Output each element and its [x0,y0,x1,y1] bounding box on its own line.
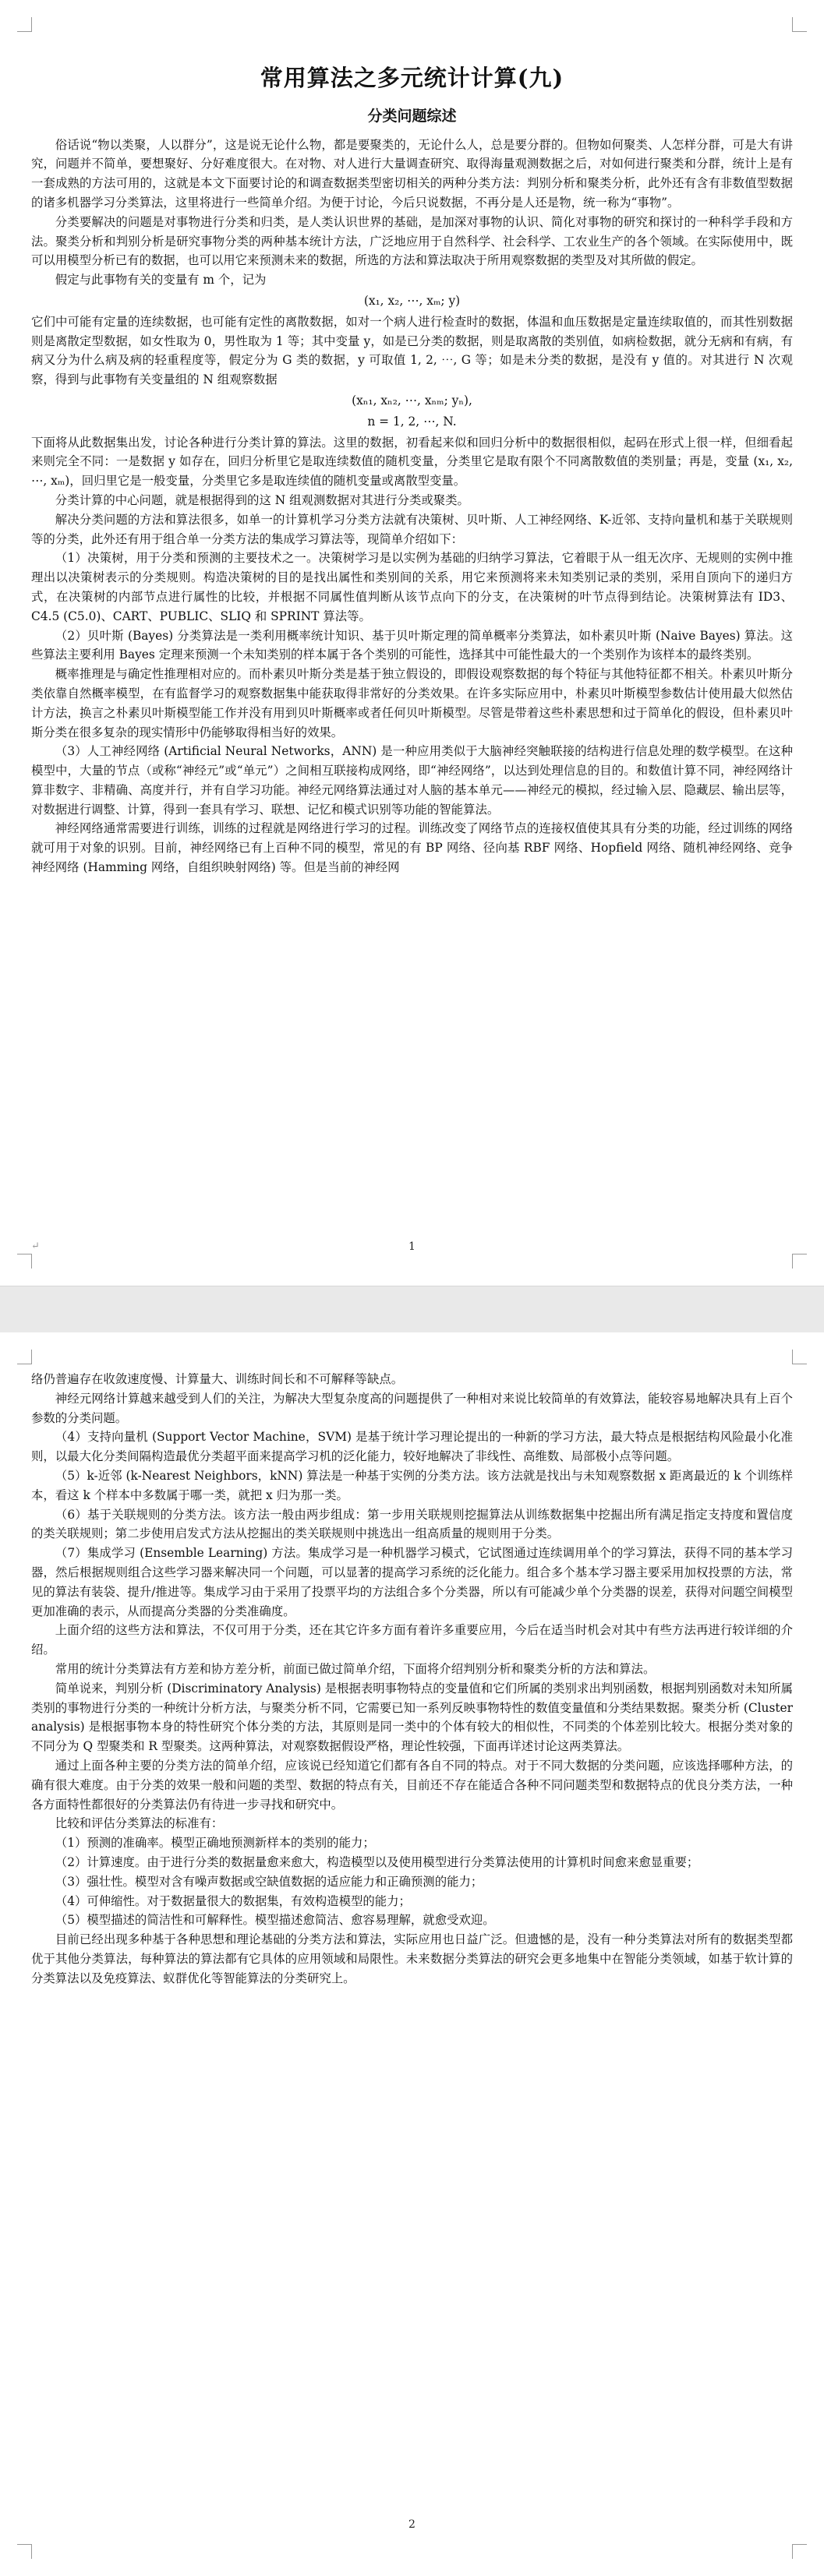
paragraph[interactable]: 下面将从此数据集出发，讨论各种进行分类计算的算法。这里的数据，初看起来似和回归分析中的数据很相似，起码在形式上很一样，但细看起来则完全不同：一是数据 y 如存在，回归分析里它是取连续数值的随机变量，分类里它是取有限个不同离散数值的类别量；再是，变量 (x₁, x₂, ⋯, xₘ)，回归里它是一般变量，分类里它多是取连续值的随机变量或离散型变量。 [31,435,793,489]
paragraph[interactable]: （2）贝叶斯 (Bayes) 分类算法是一类利用概率统计知识、基于贝叶斯定理的简单概率分类算法，如朴素贝叶斯 (Naive Bayes) 算法。这些算法主要利用 Bayes 定理来预测一个未知类别的样本属于各个类别的可能性，选择其中可能性最大的一个类别作为该样本的最终类别。 [31,628,793,662]
page-number: 2 [408,2518,416,2531]
page-corner-mark [792,1254,807,1269]
page-corner-mark [17,2544,32,2559]
criteria-item[interactable]: （1）预测的准确率。模型正确地预测新样本的类别的能力； [55,1836,375,1851]
paragraph[interactable]: 目前已经出现多种基于各种思想和理论基础的分类方法和算法，实际应用也日益广泛。但遗憾的是，没有一种分类算法对所有的数据类型都优于其他分类算法，每种算法的算法都有它具体的应用领域和局限性。未来数据分类算法的研究会更多地集中在智能分类领域，如基于软计算的分类算法以及免疫算法、蚁群优化等智能算法的分类研究上。 [31,1932,793,1985]
paragraph[interactable]: 常用的统计分类算法有方差和协方差分析，前面已做过简单介绍，下面将介绍判别分析和聚类分析的方法和算法。 [55,1661,656,1676]
page-corner-mark [792,1350,807,1364]
document-title[interactable]: 常用算法之多元统计计算(九) [260,65,564,91]
page-1-body[interactable] [31,61,793,877]
formula[interactable]: n = 1, 2, ⋯, N. [367,414,457,429]
page-corner-mark [17,1254,32,1269]
document-page-1 [0,0,824,1286]
paragraph[interactable]: （6）基于关联规则的分类方法。该方法一般由两步组成：第一步用关联规则挖掘算法从训练数据集中挖掘出所有满足指定支持度和置信度的类关联规则；第二步使用启发式方法从挖掘出的类关联规则中挑选出一组高质量的规则用于分类。 [31,1507,793,1541]
paragraph[interactable]: （5）k-近邻 (k-Nearest Neighbors，kNN) 算法是一种基于实例的分类方法。该方法就是找出与未知观察数据 x 距离最近的 k 个训练样本，看这 k 个样本中多数属于哪一类，就把 x 归为那一类。 [31,1468,793,1502]
paragraph[interactable]: 分类要解决的问题是对事物进行分类和归类，是人类认识世界的基础，是加深对事物的认识、简化对事物的研究和探讨的一种科学手段和方法。聚类分析和判别分析是研究事物分类的两种基本统计方法，广泛地应用于自然科学、社会科学、工农业生产的各个领域。在实际使用中，既可以用模型分析已有的数据，也可以用它来预测未来的数据，所选的方法和算法取决于所用观察数据的类型及对其所做的假定。 [31,214,793,268]
criteria-item[interactable]: （4）可伸缩性。对于数据量很大的数据集，有效构造模型的能力； [55,1893,411,1908]
paragraph[interactable]: 神经元网络计算越来越受到人们的关注，为解决大型复杂度高的问题提供了一种相对来说比较简单的有效算法，能较容易地解决具有上百个参数的分类问题。 [31,1391,793,1425]
paragraph[interactable]: 上面介绍的这些方法和算法，不仅可用于分类，还在其它许多方面有着许多重要应用，今后在适当时机会对其中有些方法再进行较详细的介绍。 [31,1623,793,1657]
page-corner-mark [17,1350,32,1364]
formula[interactable]: (x₁, x₂, ⋯, xₘ; y) [363,293,461,308]
criteria-item[interactable]: （5）模型描述的简洁性和可解释性。模型描述愈简洁、愈容易理解，就愈受欢迎。 [55,1913,495,1928]
paragraph[interactable]: 络仍普遍存在收敛速度慢、计算量大、训练时间长和不可解释等缺点。 [31,1372,404,1386]
document-subtitle[interactable]: 分类问题综述 [367,107,457,125]
paragraph[interactable]: 解决分类问题的方法和算法很多，如单一的计算机学习分类方法就有决策树、贝叶斯、人工神经网络、K-近邻、支持向量机和基于关联规则等的分类，此外还有用于组合单一分类方法的集成学习算法等，现简单介绍如下： [31,512,793,546]
paragraph[interactable]: 比较和评估分类算法的标准有： [55,1816,224,1831]
paragraph[interactable]: 简单说来，判别分析 (Discriminatory Analysis) 是根据表明事物特点的变量值和它们所属的类别求出判别函数，根据判别函数对未知所属类别的事物进行分类的一种统计分析方法，与聚类分析不同，它需要已知一系列反映事物特性的数值变量值和分类结果数据。聚类分析 (Cluster analysis) 是根据事物本身的特性研究个体分类的方法，其原则是同一类中的个体有较大的相似性，不同类的个体差别比较大。根据分类对象的不同分为 Q 型聚类和 R 型聚类。这两种算法，对观察数据假设严格，理论性较强，下面再详述讨论这两类算法。 [31,1681,793,1754]
paragraph[interactable]: 分类计算的中心问题，就是根据得到的这 N 组观测数据对其进行分类或聚类。 [55,492,469,507]
paragraph[interactable]: 通过上面各种主要的分类方法的简单介绍，应该说已经知道它们都有各自不同的特点。对于不同大数据的分类问题，应该选择哪种方法，的确有很大难度。由于分类的效果一般和问题的类型、数据的特点有关，目前还不存在能适合各种不同问题类型和数据特点的优良分类方法，一种各方面特性都很好的分类算法仍有待进一步寻找和研究中。 [31,1758,793,1812]
document-page-2 [0,1332,824,2576]
page-corner-mark [792,17,807,32]
criteria-item[interactable]: （2）计算速度。由于进行分类的数据量愈来愈大，构造模型以及使用模型进行分类算法使用的计算机时间愈来愈显重要； [55,1854,699,1869]
page-separator [0,1286,824,1334]
paragraph[interactable]: 概率推理是与确定性推理相对应的。而朴素贝叶斯分类是基于独立假设的，即假设观察数据的每个特征与其他特征都不相关。朴素贝叶斯分类依靠自然概率模型，在有监督学习的观察数据集中能获取得非常好的分类效果。在许多实际应用中，朴素贝叶斯模型参数估计使用最大似然估计方法，换言之朴素贝叶斯模型能工作并没有用到贝叶斯概率或者任何贝叶斯模型。尽管是带着这些朴素思想和过于简单化的假设，但朴素贝叶斯分类在很多复杂的现实情形中仍能够取得相当好的效果。 [31,667,793,739]
paragraph-mark-icon: ↵ [31,1240,40,1252]
page-corner-mark [17,17,32,32]
criteria-item[interactable]: （3）强壮性。模型对含有噪声数据或空缺值数据的适应能力和正确预测的能力； [55,1874,483,1889]
paragraph[interactable]: （1）决策树，用于分类和预测的主要技术之一。决策树学习是以实例为基础的归纳学习算法，它着眼于从一组无次序、无规则的实例中推理出以决策树表示的分类规则。构造决策树的目的是找出属性和类别间的关系，用它来预测将来未知类别记录的类别，采用自顶向下的递归方式，在决策树的内部节点进行属性的比较，并根据不同属性值判断从该节点向下的分支，在决策树的叶节点得到结论。决策树算法有 ID3、C4.5 (C5.0)、CART、PUBLIC、SLIQ 和 SPRINT 算法等。 [31,551,793,623]
page-corner-mark [792,2544,807,2559]
paragraph[interactable]: （7）集成学习 (Ensemble Learning) 方法。集成学习是一种机器学习模式，它试图通过连续调用单个的学习算法，获得不同的基本学习器，然后根据规则组合这些学习器来解决同一个问题，可以显著的提高学习系统的泛化能力。组合多个基本学习器主要采用加权投票的方法，常见的算法有装袋、提升/推进等。集成学习由于采用了投票平均的方法组合多个分类器，所以有可能减少单个分类器的误差，获得对问题空间模型更加准确的表示，从而提高分类器的分类准确度。 [31,1546,793,1618]
paragraph[interactable]: 神经网络通常需要进行训练，训练的过程就是网络进行学习的过程。训练改变了网络节点的连接权值使其具有分类的功能，经过训练的网络就可用于对象的识别。目前，神经网络已有上百种不同的模型，常见的有 BP 网络、径向基 RBF 网络、Hopfield 网络、随机神经网络、竞争神经网络 (Hamming 网络，自组织映射网络) 等。但是当前的神经网 [31,821,793,875]
paragraph[interactable]: 它们中可能有定量的连续数据，也可能有定性的离散数据，如对一个病人进行检查时的数据，体温和血压数据是定量连续取值的，而其性别数据则是离散定型数据，如女性取为 0，男性取为 1 等；其中变量 y，如是已分类的数据，则是取离散的类别值，如病检数据，就分无病和有病，有病又分为什么病及病的轻重程度等，假定分为 G 类的数据，y 可取值 1, 2, ⋯, G 等；如是未分类的数据，是没有 y 值的。对其进行 N 次观察，得到与此事物有关变量组的 N 组观察数据 [31,314,793,387]
paragraph[interactable]: 俗话说“物以类聚，人以群分”，这是说无论什么物，都是要聚类的，无论什么人，总是要分群的。但物如何聚类、人怎样分群，可是大有讲究，问题并不简单，要想聚好、分好难度很大。在对物、对人进行大量调查研究、取得海量观测数据之后，对如何进行聚类和分群，统计上是有一套成熟的方法可用的，这就是本文下面要讨论的和调查数据类型密切相关的两种分类方法：判别分析和聚类分析，此外还有含有非数值型数据的诸多机器学习分类算法，这里将进行一些简单介绍。为便于讨论，今后只说数据，不再分是人还是物，统一称为“事物”。 [31,137,793,210]
paragraph[interactable]: （4）支持向量机 (Support Vector Machine，SVM) 是基于统计学习理论提出的一种新的学习方法，最大特点是根据结构风险最小化准则，以最大化分类间隔构造最优分类超平面来提高学习机的泛化能力，较好地解决了非线性、高维数、局部极小点等问题。 [31,1430,793,1464]
page-2-body[interactable] [31,1370,793,1988]
paragraph[interactable]: （3）人工神经网络 (Artificial Neural Networks，ANN) 是一种应用类似于大脑神经突触联接的结构进行信息处理的数学模型。在这种模型中，大量的节点（或称“神经元”或“单元”）之间相互联接构成网络，即“神经网络”，以达到处理信息的目的。和数值计算不同，神经网络计算非数字、非精确、高度并行，并有自学习功能。神经元网络算法通过对人脑的基本单元——神经元的模拟，经过输入层、隐藏层、输出层等，对数据进行调整、计算，得到一套具有学习、联想、记忆和模式识别等功能的智能算法。 [31,744,793,817]
paragraph[interactable]: 假定与此事物有关的变量有 m 个，记为 [55,273,267,288]
formula[interactable]: (xₙ₁, xₙ₂, ⋯, xₙₘ; yₙ), [352,393,472,408]
page-number: 1 [408,1240,416,1253]
